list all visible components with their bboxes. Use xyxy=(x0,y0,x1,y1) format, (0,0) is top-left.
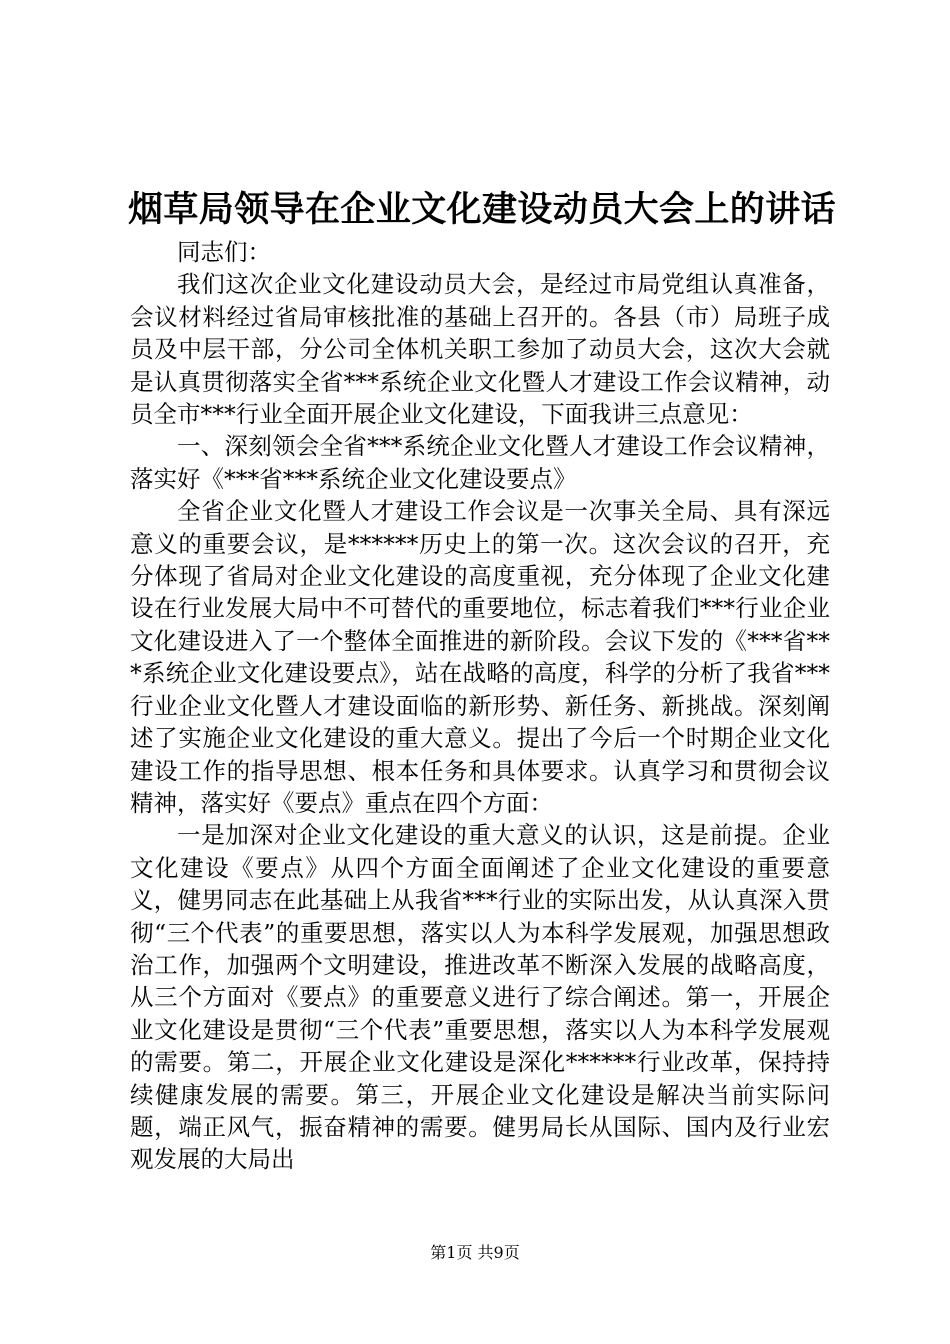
salutation-paragraph: 同志们： xyxy=(177,238,271,266)
page-footer: 第1页 共9页 xyxy=(430,1243,520,1262)
body-paragraph: 一是加深对企业文化建设的重大意义的认识，这是前提。企业文化建设《要点》从四个方面全面阐述了企业文化建设的重要意义，健男同志在此基础上从我省***行业的实际出发，从认真深入贯彻“三个代表”的重要思想，落实以人为本科学发展观，加强思想政治工作，加强两个文明建设，推进改革不断深入发展的战略高度，从三个方面对《要点》的重要意义进行了综合阐述。第一，开展企业文化建设是贯彻“三个代表”重要思想，落实以人为本科学发展观的需要。第二，开展企业文化建设是深化******行业改革，保持持续健康发展的需要。第三，开展企业文化建设是解决当前实际问题，端正风气，振奋精神的需要。健男局长从国际、国内及行业宏观发展的大局出 xyxy=(130,821,830,1174)
document-body xyxy=(130,236,830,1176)
section-heading-paragraph: 一、深刻领会全省***系统企业文化暨人才建设工作会议精神，落实好《***省***系统企业文化建设要点》 xyxy=(130,432,830,493)
document-title: 烟草局领导在企业文化建设动员大会上的讲话 xyxy=(128,189,837,230)
body-paragraph: 我们这次企业文化建设动员大会，是经过市局党组认真准备，会议材料经过省局审核批准的基础上召开的。各县（市）局班子成员及中层干部，分公司全体机关职工参加了动员大会，这次大会就是认真贯彻落实全省***系统企业文化暨人才建设工作会议精神，动员全市***行业全面开展企业文化建设，下面我讲三点意见： xyxy=(130,270,830,429)
body-paragraph: 全省企业文化暨人才建设工作会议是一次事关全局、具有深远意义的重要会议，是******历史上的第一次。这次会议的召开，充分体现了省局对企业文化建设的高度重视，充分体现了企业文化建设在行业发展大局中不可替代的重要地位，标志着我们***行业企业文化建设进入了一个整体全面推进的新阶段。会议下发的《***省***系统企业文化建设要点》，站在战略的高度，科学的分析了我省***行业企业文化暨人才建设面临的新形势、新任务、新挑战。深刻阐述了实施企业文化建设的重大意义。提出了今后一个时期企业文化建设工作的指导思想、根本任务和具体要求。认真学习和贯彻会议精神，落实好《要点》重点在四个方面： xyxy=(130,497,830,817)
